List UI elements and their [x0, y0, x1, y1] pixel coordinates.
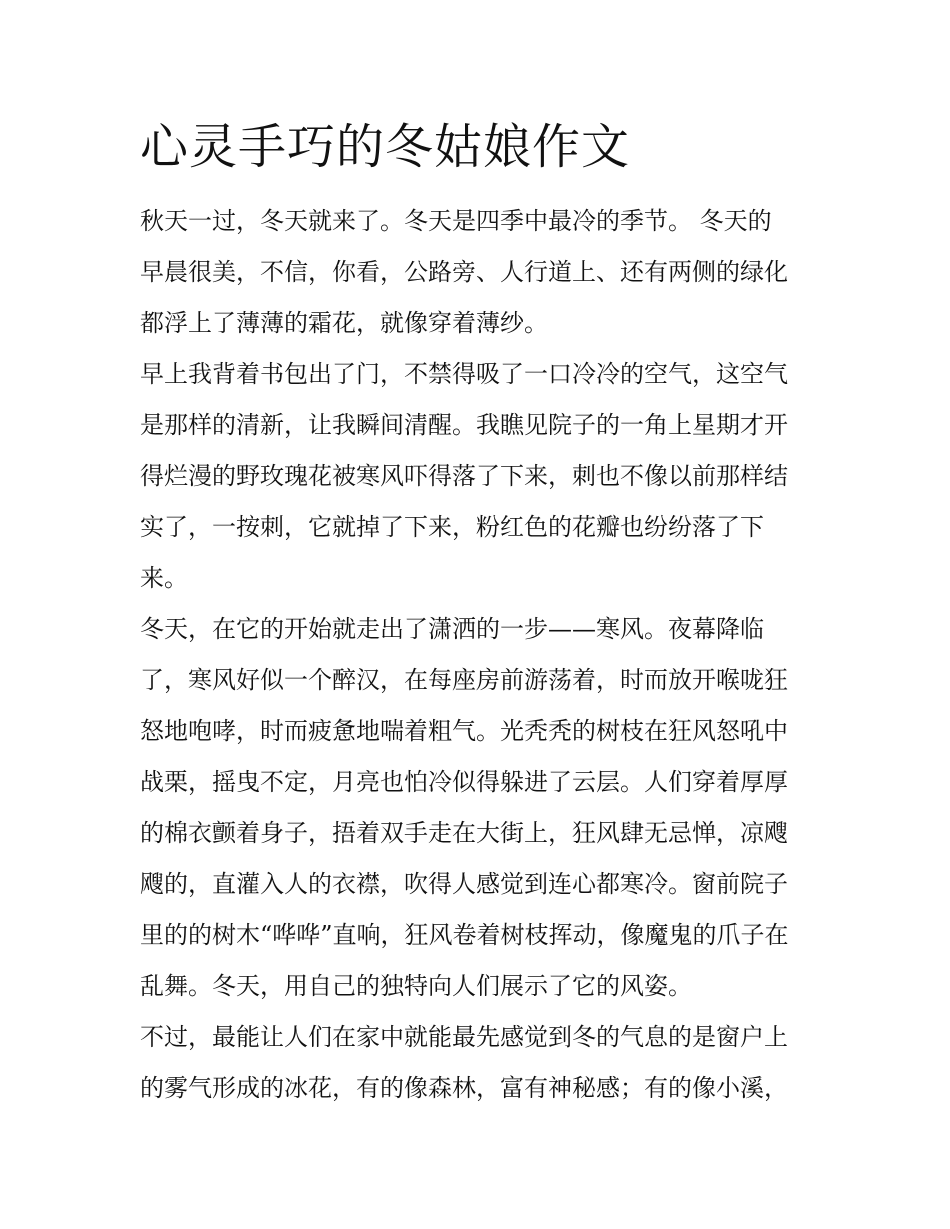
text-line: 了，寒风好似一个醉汉，在每座房前游荡着，时而放开喉咙狂 — [140, 666, 788, 694]
text-line: 飕的，直灌入人的衣襟，吹得人感觉到连心都寒冷。窗前院子 — [140, 870, 788, 898]
text-line: 冬天，在它的开始就走出了潇洒的一步——寒风。夜幕降临 — [140, 615, 764, 643]
text-line: 战栗，摇曳不定，月亮也怕冷似得躲进了云层。人们穿着厚厚 — [140, 768, 788, 796]
text-line: 的棉衣颤着身子，捂着双手走在大街上，狂风肆无忌惮，凉飕 — [140, 819, 788, 847]
text-line: 秋天一过，冬天就来了。冬天是四季中最冷的季节。 冬天的 — [140, 207, 772, 235]
text-line: 早晨很美，不信，你看，公路旁、人行道上、还有两侧的绿化 — [140, 258, 788, 286]
document-title: 心灵手巧的冬姑娘作文 — [140, 119, 631, 175]
text-line: 乱舞。冬天，用自己的独特向人们展示了它的风姿。 — [140, 972, 692, 1000]
text-line: 里的的树木“哗哗”直响，狂风卷着树枝挥动，像魔鬼的爪子在 — [140, 921, 789, 949]
text-line: 怒地咆哮，时而疲惫地喘着粗气。光秃秃的树枝在狂风怒吼中 — [140, 717, 788, 745]
text-line: 都浮上了薄薄的霜花，就像穿着薄纱。 — [140, 309, 548, 337]
text-line: 不过，最能让人们在家中就能最先感觉到冬的气息的是窗户上 — [140, 1023, 788, 1051]
text-line: 是那样的清新，让我瞬间清醒。我瞧见院子的一角上星期才开 — [140, 411, 788, 439]
text-line: 来。 — [140, 564, 188, 592]
text-line: 早上我背着书包出了门，不禁得吸了一口冷冷的空气，这空气 — [140, 360, 788, 388]
text-line: 的雾气形成的冰花，有的像森林，富有神秘感；有的像小溪， — [140, 1074, 788, 1102]
text-line: 得烂漫的野玫瑰花被寒风吓得落了下来，刺也不像以前那样结 — [140, 462, 788, 490]
text-line: 实了，一按刺，它就掉了下来，粉红色的花瓣也纷纷落了下 — [140, 513, 764, 541]
